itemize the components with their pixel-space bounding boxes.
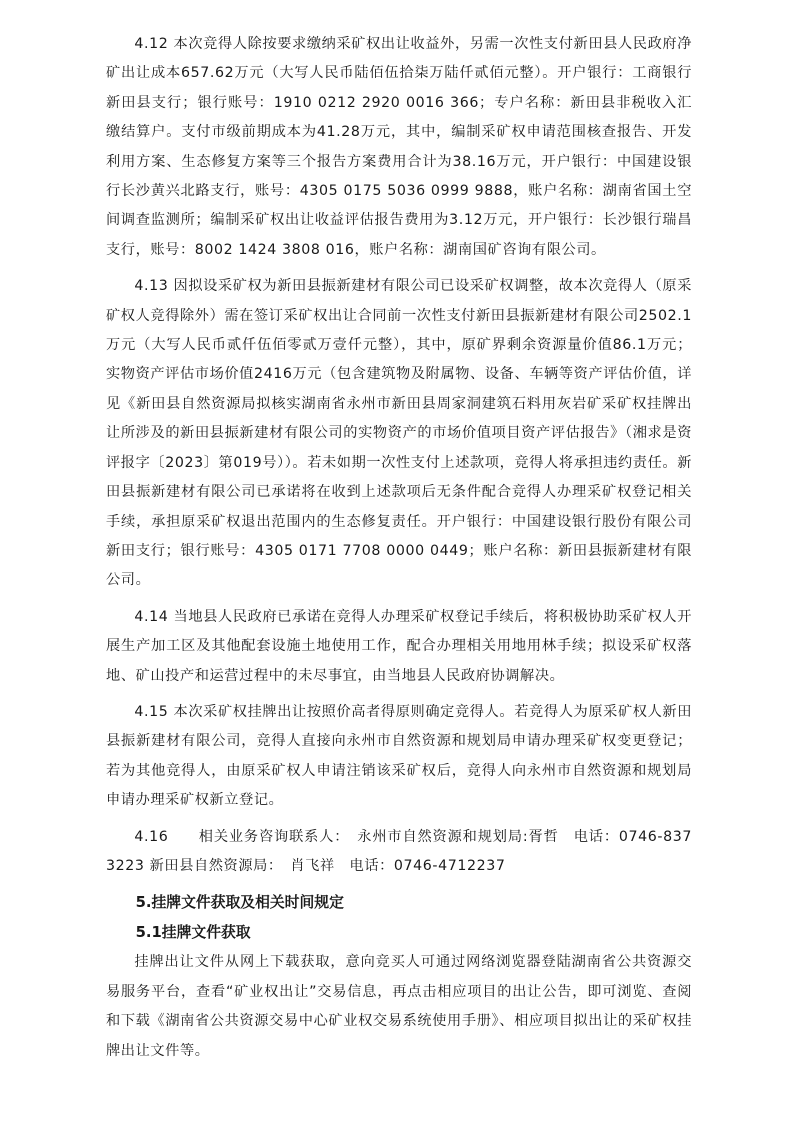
clause-4-12: 4.12 本次竞得人除按要求缴纳采矿权出让收益外，另需一次性支付新田县人民政府净矿出让成本657.62万元（大写人民币陆佰伍拾柒万陆仟贰佰元整）。开户银行：工商银行新田县支行；银行账号：1910 0212 2920 0016 366；专户名称：新田县非税收入汇缴结算户。支付市级前期成本为41.28万元，其中，编制采矿权申请范围核查报告、开发利用方案、生态修复方案等三个报告方案费用合计为38.16万元，开户银行：中国建设银行长沙黄兴北路支行，账号：4305 0175 5036 0999 9888，账户名称：湖南省国土空间调查监测所；编制采矿权出让收益评估报告费用为3.12万元，开户银行：长沙银行瑞昌支行，账号：8002 1424 3808 016，账户名称：湖南国矿咨询有限公司。 [106,36,692,258]
section-5-1-heading: 5.1挂牌文件获取 [135,924,251,942]
clause-4-15: 4.15 本次采矿权挂牌出让按照价高者得原则确定竞得人。若竞得人为原采矿权人新田县振新建材有限公司，竞得人直接向永州市自然资源和规划局申请办理采矿权变更登记；若为其他竞得人，由原采矿权人申请注销该采矿权后，竞得人向永州市自然资源和规划局申请办理采矿权新立登记。 [106,703,692,809]
clause-4-16: 4.16 相关业务咨询联系人： 永州市自然资源和规划局:胥哲 电话：0746-8373223 新田县自然资源局： 肖飞祥 电话：0746-4712237 [106,828,692,874]
document-page [106,30,692,1073]
section-5-heading: 5.挂牌文件获取及相关时间规定 [135,894,344,912]
clause-5-1-body: 挂牌出让文件从网上下载获取，意向竞买人可通过网络浏览器登陆湖南省公共资源交易服务平台，查看“矿业权出让”交易信息，再点击相应项目的出让公告，即可浏览、查阅和下载《湖南省公共资源交易中心矿业权交易系统使用手册》、相应项目拟出让的采矿权挂牌出让文件等。 [106,954,692,1059]
clause-4-14: 4.14 当地县人民政府已承诺在竞得人办理采矿权登记手续后，将积极协助采矿权人开展生产加工区及其他配套设施土地使用工作，配合办理相关用地用林手续；拟设采矿权落地、矿山投产和运营过程中的未尽事宜，由当地县人民政府协调解决。 [106,608,692,684]
clause-4-13: 4.13 因拟设采矿权为新田县振新建材有限公司已设采矿权调整，故本次竞得人（原采矿权人竞得除外）需在签订采矿权出让合同前一次性支付新田县振新建材有限公司2502.1万元（大写人民币贰仟伍佰零贰万壹仟元整），其中，原矿界剩余资源量价值86.1万元；实物资产评估市场价值2416万元（包含建筑物及附属物、设备、车辆等资产评估价值，详见《新田县自然资源局拟核实湖南省永州市新田县周家洞建筑石料用灰岩矿采矿权挂牌出让所涉及的新田县振新建材有限公司的实物资产的市场价值项目资产评估报告》（湘求是资评报字〔2023〕第019号））。若未如期一次性支付上述款项，竞得人将承担违约责任。新田县振新建材有限公司已承诺将在收到上述款项后无条件配合竞得人办理采矿权登记相关手续，承担原采矿权退出范围内的生态修复责任。开户银行：中国建设银行股份有限公司新田支行；银行账号：4305 0171 7708 0000 0449；账户名称：新田县振新建材有限公司。 [106,278,692,589]
